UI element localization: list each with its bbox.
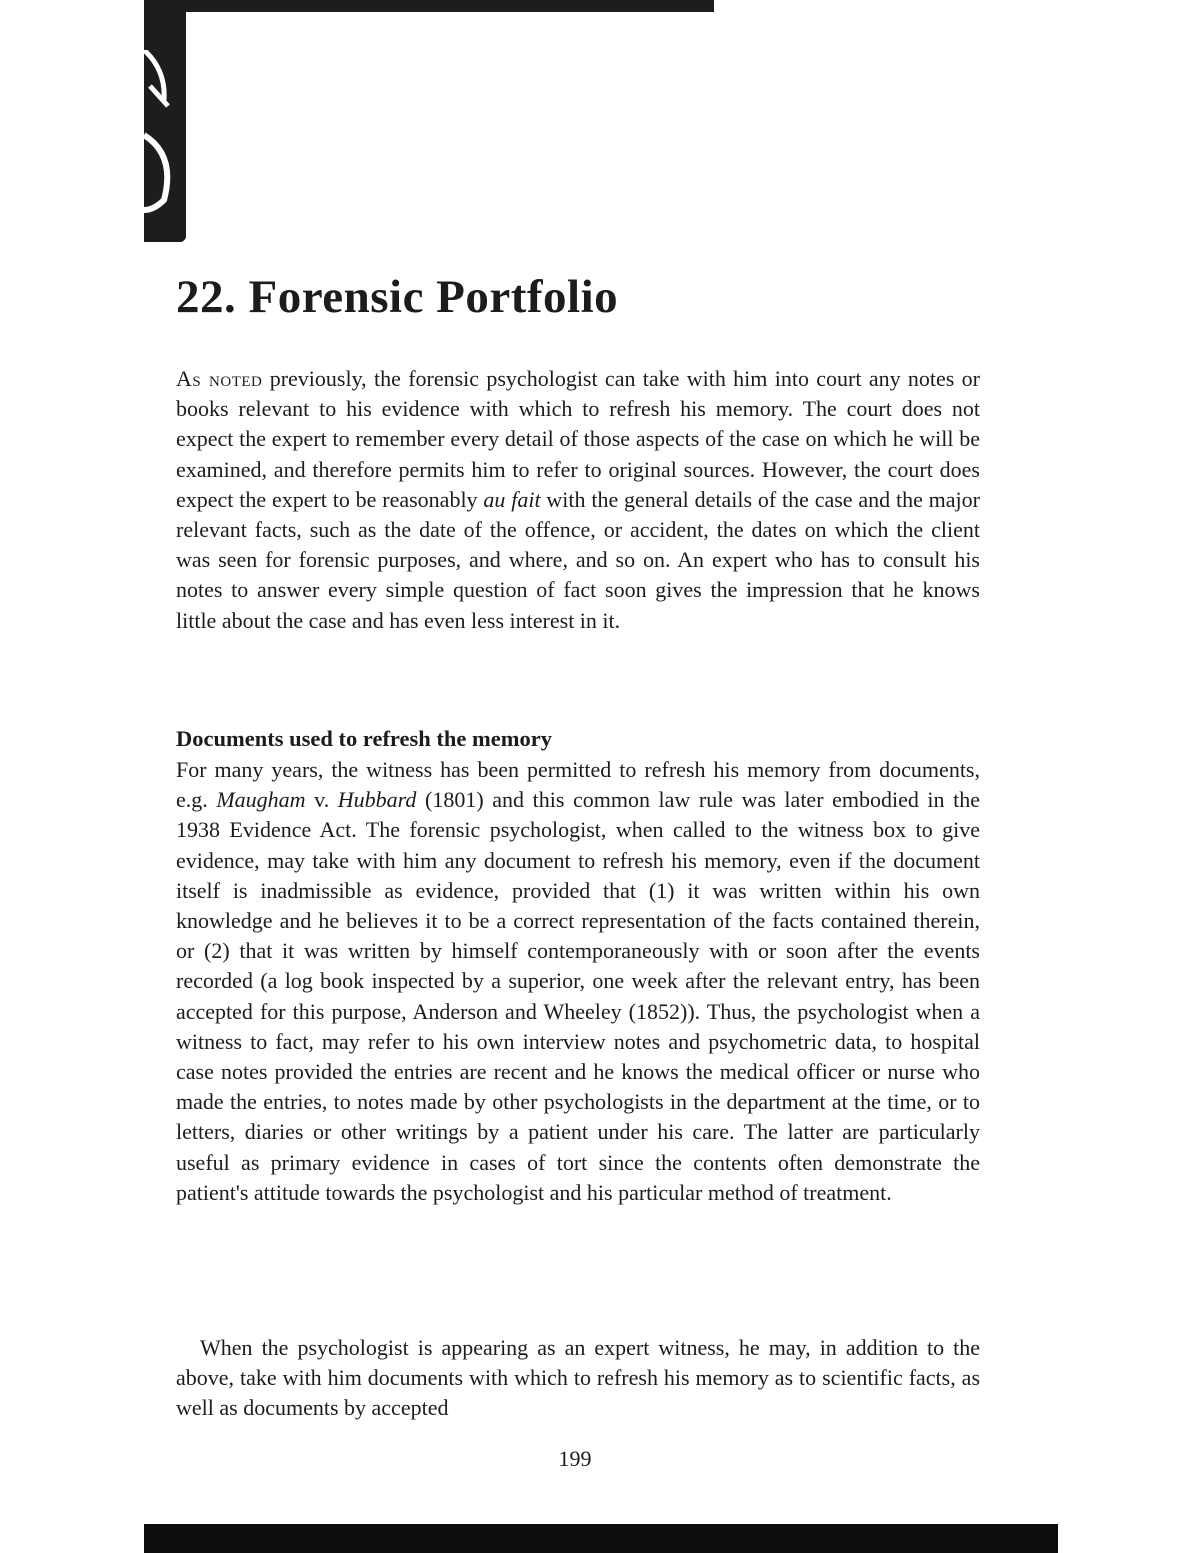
italic-phrase: au fait — [483, 486, 541, 512]
paragraph-text: For many years, the witness has been permitted to refresh his memory from documents, e.g. — [176, 757, 980, 813]
case-name-italic: Hubbard — [337, 787, 417, 813]
scan-artifact-icon — [144, 50, 186, 240]
drop-lead-smallcaps: As noted — [176, 366, 263, 391]
paragraph-text: with the general details of the case and the major relevant facts, such as the date of the offence, or accident, the dates on which the client was seen for forensic purposes, and where, and so on. An expert who has to consult his notes to answer every simple question of fact soon gives the impression that he knows little about the case and has even less interest in it. — [176, 486, 980, 633]
scan-edge-bottom — [144, 1524, 1058, 1553]
case-name-italic: Maugham — [216, 787, 306, 813]
scan-edge-top — [144, 0, 714, 12]
paragraph-text: (1801) and this common law rule was later embodied in the 1938 Evidence Act. The forensic psychologist, when called to the witness box to give evidence, may take with him any document to refresh his memory, even if the document itself is inadmissible as evidence, provided that (1) it was written within his own knowledge and he believes it to be a correct representation of the facts contained therein, or (2) that it was written by himself contemporaneously with or soon after the events recorded (a log book inspected by a superior, one week after the relevant entry, has been accepted for this purpose, Anderson and Wheeley (1852)). Thus, the psychologist when a witness to fact, may refer to his own interview notes and psychometric data, to hospital case notes provided the entries are recent and he knows the medical officer or nurse who made the entries, to notes made by other psychologists in the department at the time, or to letters, diaries or other writings by a patient under his care. The latter are particularly useful as primary evidence in cases of tort since the contents often demonstrate the patient's attitude towards the psychologist and his particular method of treatment. — [176, 787, 980, 1205]
paragraph-text: v. — [305, 787, 338, 813]
body-paragraph — [176, 755, 980, 1208]
body-paragraph — [176, 364, 980, 636]
paragraph-text: When the psychologist is appearing as an expert witness, he may, in addition to the above, take with him documents with which to refresh his memory as to scientific facts, as well as documents by accepted — [176, 1335, 980, 1421]
paragraph-text: previously, the forensic psychologist can take with him into court any notes or books relevant to his evidence with which to refresh his memory. The court does not expect the expert to remember every detail of those aspects of the case on which he will be examined, and therefore permits him to refer to original sources. However, the court does expect the expert to be reasonably — [176, 366, 980, 512]
page-number: 199 — [558, 1446, 592, 1471]
chapter-title: 22. Forensic Portfolio — [176, 271, 619, 323]
section-heading: Documents used to refresh the memory — [176, 726, 552, 751]
body-paragraph — [176, 1333, 980, 1424]
